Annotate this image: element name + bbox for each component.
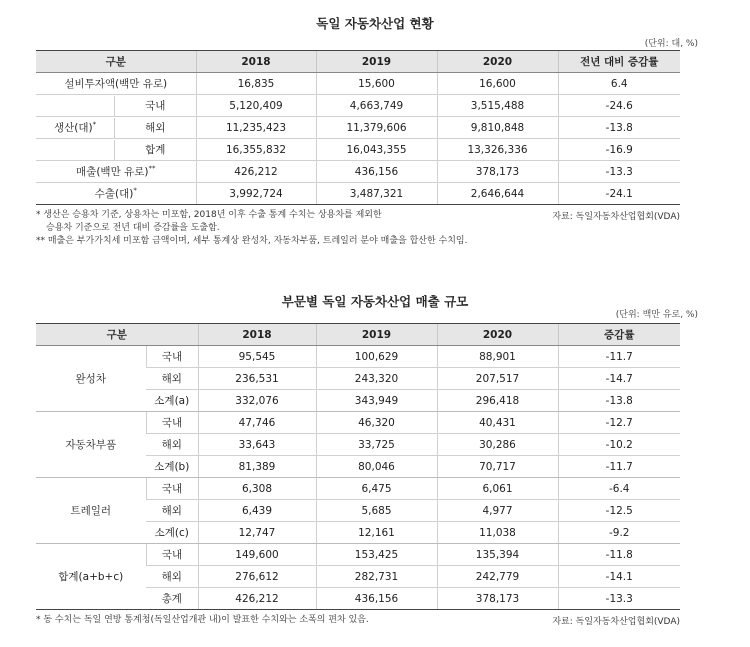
value-cell: 12,747 [198, 522, 316, 544]
value-cell: 153,425 [316, 544, 437, 566]
group-label: 완성차 [36, 346, 146, 412]
value-cell: 100,629 [316, 346, 437, 368]
table-row [36, 95, 680, 117]
row-label: 설비투자액(백만 유로) [36, 73, 196, 95]
row-label-split [36, 117, 196, 139]
sub-label: 국내 [146, 412, 198, 434]
value-cell: -13.3 [558, 161, 680, 183]
header-cell: 2019 [316, 324, 437, 346]
value-cell: 296,418 [437, 390, 558, 412]
value-cell: 16,043,355 [316, 139, 437, 161]
value-cell: 33,725 [316, 434, 437, 456]
table2-title: 부문별 독일 자동차산업 매출 규모 [281, 294, 469, 309]
value-cell: 6.4 [558, 73, 680, 95]
table-row [36, 412, 680, 434]
value-cell: 436,156 [316, 588, 437, 610]
value-cell: -24.6 [558, 95, 680, 117]
value-cell: 135,394 [437, 544, 558, 566]
value-cell: 30,286 [437, 434, 558, 456]
value-cell: 149,600 [198, 544, 316, 566]
sub-label: 해외 [146, 434, 198, 456]
value-cell: -12.5 [558, 500, 680, 522]
value-cell: 16,355,832 [196, 139, 316, 161]
sub-label: 합계 [114, 140, 196, 160]
row-label-text: 매출(백만 유로) [76, 165, 149, 178]
footnote-mark: ** [148, 164, 156, 172]
value-cell: 4,663,749 [316, 95, 437, 117]
value-cell: -14.7 [558, 368, 680, 390]
table1-title: 독일 자동차산업 현황 [316, 16, 434, 31]
table-row [36, 346, 680, 368]
value-cell: 46,320 [316, 412, 437, 434]
group-label: 합계(a+b+c) [36, 544, 146, 610]
header-cell: 2018 [198, 324, 316, 346]
table2-body [36, 346, 680, 610]
value-cell: 6,439 [198, 500, 316, 522]
value-cell: 207,517 [437, 368, 558, 390]
value-cell: 378,173 [437, 588, 558, 610]
sub-label: 해외 [114, 118, 196, 138]
value-cell: 16,835 [196, 73, 316, 95]
value-cell: -13.8 [558, 390, 680, 412]
value-cell: 11,379,606 [316, 117, 437, 139]
value-cell: 6,061 [437, 478, 558, 500]
value-cell: -10.2 [558, 434, 680, 456]
value-cell: 9,810,848 [437, 117, 558, 139]
value-cell: 2,646,644 [437, 183, 558, 205]
group-label-empty [36, 96, 114, 116]
value-cell: -6.4 [558, 478, 680, 500]
value-cell: 236,531 [198, 368, 316, 390]
value-cell: 5,685 [316, 500, 437, 522]
value-cell: 11,038 [437, 522, 558, 544]
value-cell: 332,076 [198, 390, 316, 412]
value-cell: -11.7 [558, 456, 680, 478]
table-row [36, 183, 680, 205]
group-label-empty [36, 140, 114, 160]
table1 [36, 50, 680, 205]
table2-source: 자료: 독일자동차산업협회(VDA) [552, 617, 680, 627]
sub-label: 해외 [146, 368, 198, 390]
value-cell: 80,046 [316, 456, 437, 478]
value-cell: 3,515,488 [437, 95, 558, 117]
value-cell: 16,600 [437, 73, 558, 95]
value-cell: 378,173 [437, 161, 558, 183]
value-cell: -13.8 [558, 117, 680, 139]
table-row [36, 161, 680, 183]
value-cell: 5,120,409 [196, 95, 316, 117]
header-cell: 전년 대비 증감률 [558, 51, 680, 73]
value-cell: 243,320 [316, 368, 437, 390]
value-cell: -13.3 [558, 588, 680, 610]
value-cell: 4,977 [437, 500, 558, 522]
value-cell: -16.9 [558, 139, 680, 161]
header-cell: 2018 [196, 51, 316, 73]
value-cell: -14.1 [558, 566, 680, 588]
value-cell: -12.7 [558, 412, 680, 434]
header-cell: 증감률 [558, 324, 680, 346]
header-cell: 구분 [36, 51, 196, 73]
row-label [36, 183, 196, 205]
value-cell: 13,326,336 [437, 139, 558, 161]
row-label-split [36, 95, 196, 117]
table-row [36, 544, 680, 566]
row-label-split [36, 139, 196, 161]
sub-label: 국내 [146, 544, 198, 566]
table1-note-1 [36, 209, 467, 248]
value-cell: 6,475 [316, 478, 437, 500]
footnote-mark: * [92, 120, 97, 128]
header-cell: 2019 [316, 51, 437, 73]
sub-label: 해외 [146, 500, 198, 522]
group-name: 생산(대) [53, 121, 93, 134]
value-cell: 276,612 [198, 566, 316, 588]
value-cell: 3,992,724 [196, 183, 316, 205]
header-cell: 구분 [36, 324, 198, 346]
value-cell: -11.8 [558, 544, 680, 566]
value-cell: 88,901 [437, 346, 558, 368]
value-cell: 15,600 [316, 73, 437, 95]
group-label: 자동차부품 [36, 412, 146, 478]
value-cell: 282,731 [316, 566, 437, 588]
value-cell: 242,779 [437, 566, 558, 588]
table1-source: 자료: 독일자동차산업협회(VDA) [552, 212, 680, 222]
table-row [36, 73, 680, 95]
value-cell: 343,949 [316, 390, 437, 412]
value-cell: 12,161 [316, 522, 437, 544]
sub-label: 해외 [146, 566, 198, 588]
sub-label: 국내 [146, 346, 198, 368]
sub-label: 소계(b) [146, 456, 198, 478]
value-cell: 426,212 [196, 161, 316, 183]
value-cell: -9.2 [558, 522, 680, 544]
value-cell: 95,545 [198, 346, 316, 368]
value-cell: 40,431 [437, 412, 558, 434]
table1-unit: (단위: 대, %) [644, 39, 698, 49]
footnote-mark: * [133, 186, 137, 194]
value-cell: 11,235,423 [196, 117, 316, 139]
table2 [36, 323, 680, 610]
note-line: ** 매출은 부가가치세 미포함 금액이며, 세부 통계상 완성차, 자동차부품, 트레일러 분야 매출을 합산한 수치임. [36, 236, 468, 246]
sub-label: 국내 [114, 96, 196, 116]
value-cell: 81,389 [198, 456, 316, 478]
table2-header-row [36, 324, 680, 346]
note-line: * 생산은 승용차 기준, 상용차는 미포함, 2018년 이후 수출 통계 수치는 상용차를 제외한 [36, 210, 382, 220]
sub-label: 국내 [146, 478, 198, 500]
value-cell: 3,487,321 [316, 183, 437, 205]
sub-label: 소계(c) [146, 522, 198, 544]
table2-note: * 동 수치는 독일 연방 통계청(독일산업개관 내)이 발표한 수치와는 소폭의 편차 있음. [36, 615, 369, 625]
header-cell: 2020 [437, 324, 558, 346]
value-cell: -11.7 [558, 346, 680, 368]
table-row [36, 478, 680, 500]
sub-label: 소계(a) [146, 390, 198, 412]
value-cell: 6,308 [198, 478, 316, 500]
group-label [36, 118, 114, 138]
value-cell: 33,643 [198, 434, 316, 456]
note-line: 승용차 기준으로 전년 대비 증감률을 도출함. [46, 223, 220, 233]
value-cell: 436,156 [316, 161, 437, 183]
table2-unit: (단위: 백만 유로, %) [615, 310, 698, 320]
table-row [36, 117, 680, 139]
group-label: 트레일러 [36, 478, 146, 544]
value-cell: 47,746 [198, 412, 316, 434]
value-cell: 426,212 [198, 588, 316, 610]
sub-label: 총계 [146, 588, 198, 610]
row-label-text: 수출(대) [94, 187, 134, 200]
value-cell: -24.1 [558, 183, 680, 205]
value-cell: 70,717 [437, 456, 558, 478]
table-row [36, 139, 680, 161]
table1-header-row [36, 51, 680, 73]
header-cell: 2020 [437, 51, 558, 73]
row-label [36, 161, 196, 183]
